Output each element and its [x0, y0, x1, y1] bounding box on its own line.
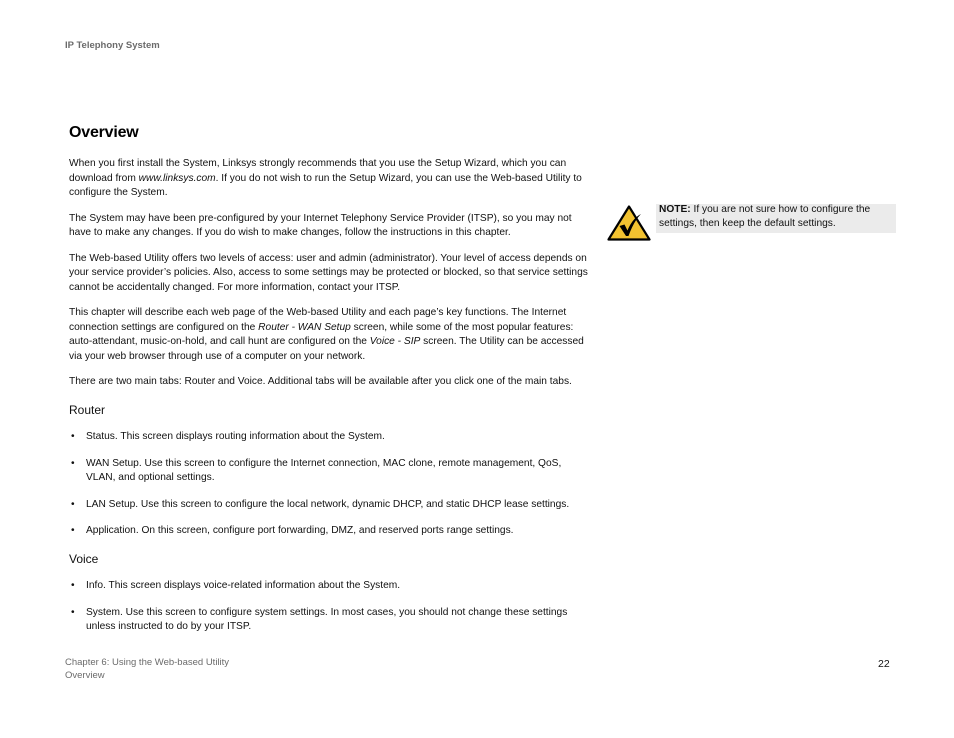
- footer: [65, 657, 229, 682]
- warning-check-icon: [607, 205, 651, 241]
- router-heading: Router: [69, 402, 106, 417]
- list-item: • Info. This screen displays voice-related information about the System.: [69, 579, 589, 594]
- page-number: 22: [878, 658, 890, 670]
- paragraph-main-tabs: There are two main tabs: Router and Voice. Additional tabs will be available after you click one of the main tabs.: [69, 376, 572, 387]
- voice-list: [69, 579, 589, 635]
- running-header: IP Telephony System: [65, 40, 160, 51]
- footer-section: Overview: [65, 669, 105, 681]
- footer-chapter: Chapter 6: Using the Web-based Utility: [65, 657, 230, 668]
- bullet: •: [71, 457, 75, 469]
- page-title: Overview: [69, 124, 139, 141]
- list-item: • LAN Setup. Use this screen to configure the local network, dynamic DHCP, and static DHCP lease settings.: [69, 498, 589, 513]
- note-text: NOTE: If you are not sure how to configure the settings, then keep the default settings.: [659, 204, 871, 229]
- list-item: • Status. This screen displays routing information about the System.: [69, 430, 589, 445]
- router-wan-setup-ref: Router - WAN Setup: [258, 321, 351, 333]
- voice-sip-ref: Voice - SIP: [369, 336, 421, 347]
- paragraph-access-levels: The Web-based Utility offers two levels of access: user and admin (administrator). Your level of access depends on your service provider’s policies. Also, access to some settings may be protected or blocked, so that service settings cannot be accidentally changed. For more information, contact your ITSP.: [69, 252, 588, 293]
- linksys-link: www.linksys.com: [138, 172, 216, 184]
- router-list: [69, 430, 589, 539]
- main-content: [69, 157, 589, 647]
- bullet: •: [71, 525, 75, 536]
- list-item: • Application. On this screen, configure port forwarding, DMZ, and reserved ports range settings.: [69, 524, 589, 539]
- list-item: • System. Use this screen to configure system settings. In most cases, you should not change these settings unless instructed to do by your ITSP.: [71, 606, 568, 632]
- paragraph-chapter-description: This chapter will describe each web page of the Web-based Utility and each page’s key functions. The Internet connection settings are configured on the Router - WAN Setup screen, while some of the most popular features: auto-attendant, music-on-hold, and call hunt are configured on the Voice - SIP screen. The Utility can be accessed via your web browser through use of a computer on your network.: [69, 307, 584, 362]
- bullet: •: [71, 606, 75, 618]
- note-label: NOTE:: [659, 204, 691, 215]
- voice-heading: Voice: [69, 551, 99, 566]
- bullet: •: [71, 431, 75, 442]
- list-item: • WAN Setup. Use this screen to configure the Internet connection, MAC clone, remote management, QoS, VLAN, and optional settings.: [71, 457, 562, 483]
- paragraph-setup-wizard: When you first install the System, Linksys strongly recommends that you use the Setup Wizard, which you can download from www.linksys.com. If you do not wish to run the Setup Wizard, you can use the Web-based Utility to configure the System.: [69, 158, 582, 198]
- bullet: •: [71, 580, 75, 591]
- paragraph-preconfigured: The System may have been pre-configured by your Internet Telephony Service Provider (ITSP), so you may not have to make any changes. If you do wish to make changes, follow the instructions in this chapter.: [69, 212, 572, 238]
- bullet: •: [71, 498, 75, 510]
